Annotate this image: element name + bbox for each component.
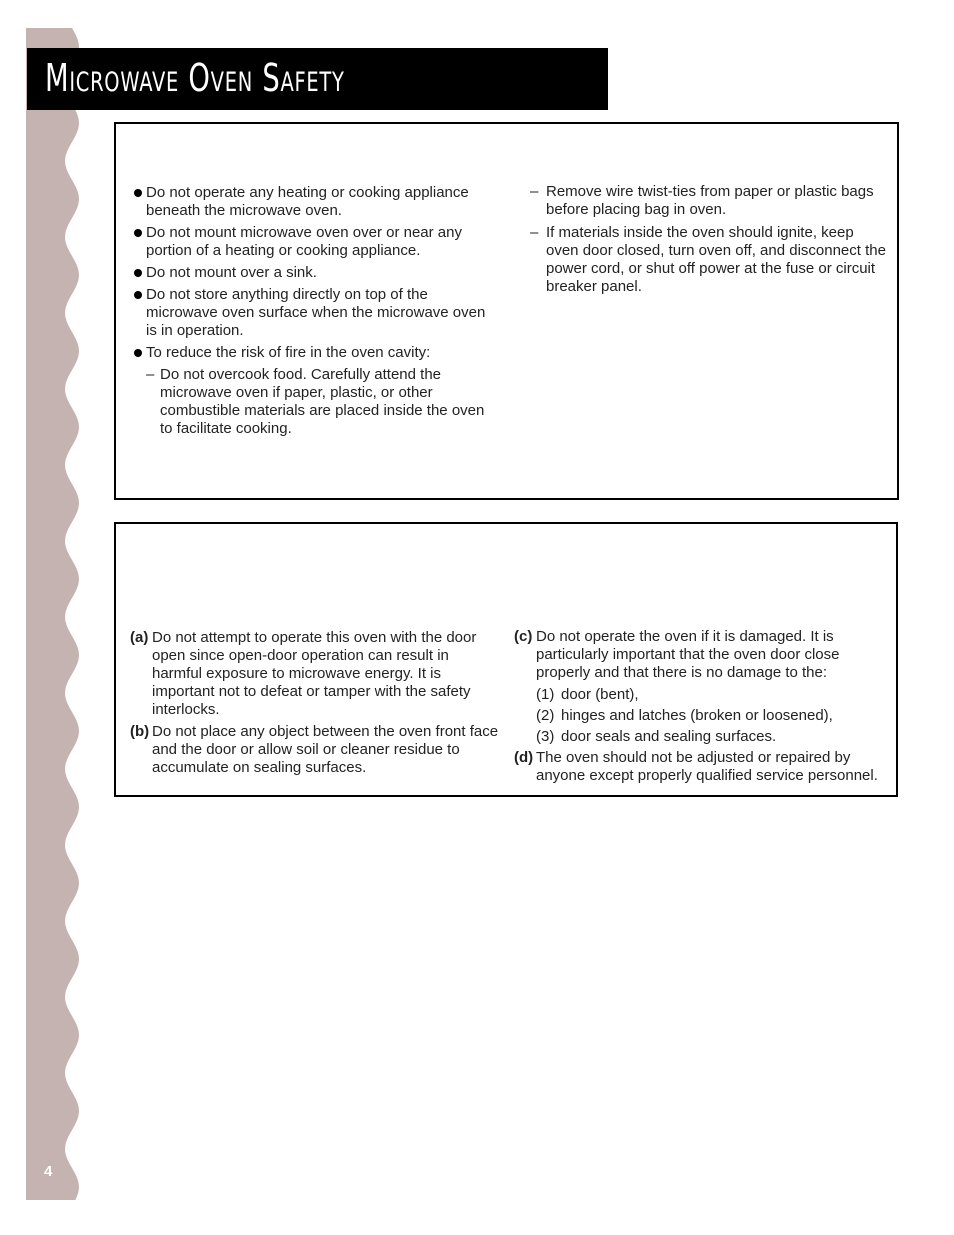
left-column [132, 184, 492, 443]
numbered-item [536, 728, 894, 746]
decorative-wavy-band [26, 28, 82, 1200]
item-text: hinges and latches (broken or loosened), [561, 707, 833, 724]
item-letter: (a) [130, 629, 149, 646]
lettered-item-b [130, 723, 500, 777]
dash-item: – Remove wire twist-ties from paper or plastic bags before placing bag in oven. [530, 183, 890, 219]
item-text: door (bent), [561, 686, 639, 703]
right-column [530, 183, 890, 301]
page-title: Microwave Oven Safety [45, 56, 345, 100]
numbered-item [536, 686, 894, 704]
item-text: Do not operate the oven if it is damaged. It is particularly important that the oven door close properly and that there is no damage to the: [536, 628, 840, 681]
microwave-exposure-precautions-box [114, 522, 898, 797]
bullet-item: Do not mount over a sink. [132, 264, 492, 282]
bullet-item: Do not operate any heating or cooking appliance beneath the microwave oven. [132, 184, 492, 220]
left-column [130, 629, 500, 781]
item-letter: (b) [130, 723, 150, 740]
right-column [514, 628, 894, 789]
bullet-item: Do not store anything directly on top of the microwave oven surface when the microwave oven is in operation. [132, 286, 492, 340]
lettered-item-a [130, 629, 500, 719]
title-bar [27, 48, 608, 110]
bullet-item: Do not mount microwave oven over or near any portion of a heating or cooking appliance. [132, 224, 492, 260]
lettered-item-c [514, 628, 894, 682]
dash-item: – If materials inside the oven should ignite, keep oven door closed, turn oven off, and disconnect the power cord, or shut off power at the fuse or circuit breaker panel. [530, 224, 890, 296]
item-text: Do not place any object between the oven front face and the door or allow soil or cleaner residue to accumulate on sealing surfaces. [152, 723, 499, 776]
lettered-item-d [514, 749, 894, 785]
item-text: Do not attempt to operate this oven with the door open since open-door operation can result in harmful exposure to microwave energy. It is important not to defeat or tamper with the safety interlocks. [152, 629, 477, 718]
item-letter: (c) [514, 628, 533, 645]
item-number: (3) [536, 728, 555, 745]
page-number: 4 [44, 1163, 53, 1180]
numbered-item [536, 707, 894, 725]
bullet-item: To reduce the risk of fire in the oven cavity: [132, 344, 492, 362]
item-letter: (d) [514, 749, 534, 766]
item-text: The oven should not be adjusted or repaired by anyone except properly qualified service personnel. [536, 749, 878, 784]
item-text: door seals and sealing surfaces. [561, 728, 777, 745]
item-number: (1) [536, 686, 555, 703]
item-number: (2) [536, 707, 555, 724]
dash-item: – Do not overcook food. Carefully attend the microwave oven if paper, plastic, or other combustible materials are placed inside the oven to facilitate cooking. [132, 366, 492, 438]
installation-safety-box [114, 122, 899, 500]
